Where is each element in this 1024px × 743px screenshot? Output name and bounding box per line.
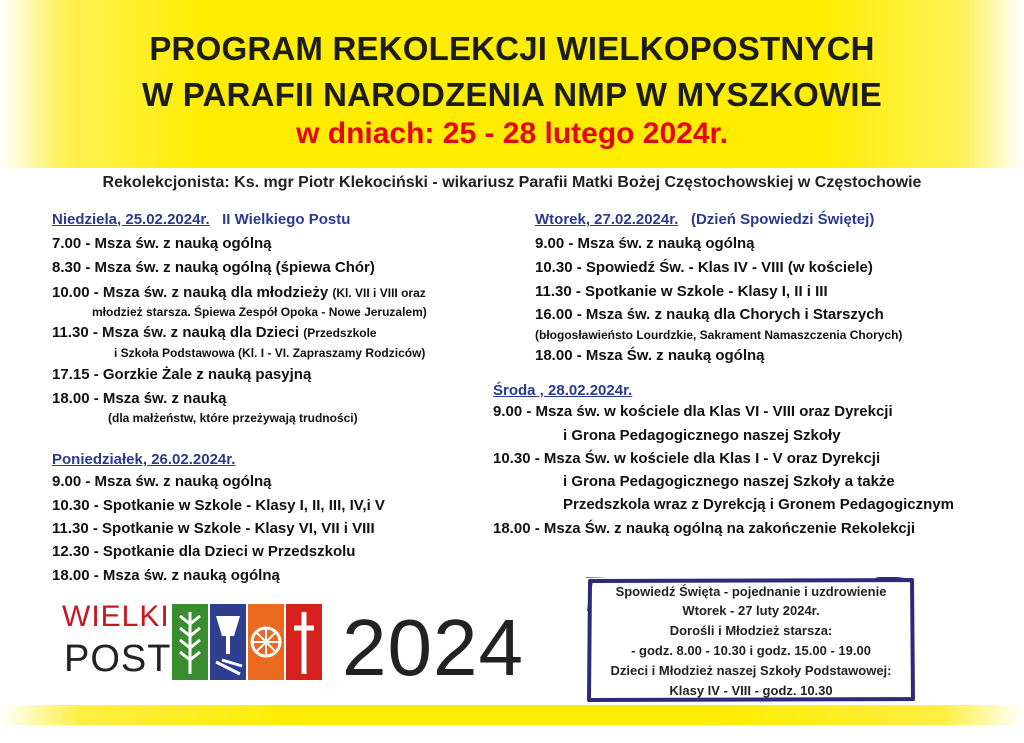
sunday-line-6: 18.00 - Msza św. z nauką bbox=[52, 390, 227, 407]
title-line-1: PROGRAM REKOLEKCJI WIELKOPOSTNYCH bbox=[149, 30, 875, 67]
lent-symbols-icon bbox=[172, 602, 332, 682]
wielki-post-logo bbox=[62, 600, 532, 690]
tuesday-heading bbox=[535, 211, 874, 228]
retreat-leader: Rekolekcjonista: Ks. mgr Piotr Klekociński - wikariusz Parafii Matki Bożej Częstochowskiej w Częstochowie bbox=[102, 174, 922, 191]
wednesday-line-2: 10.30 - Msza Św. w kościele dla Klas I - V oraz Dyrekcji bbox=[493, 450, 881, 467]
wednesday-line-3: 18.00 - Msza Św. z nauką ogólną na zakończenie Rekolekcji bbox=[493, 520, 916, 537]
wednesday-heading bbox=[493, 382, 632, 399]
sunday-line-3-note-2: młodzież starsza. Śpiewa Zespół Opoka - Nowe Jeruzalem) bbox=[92, 305, 427, 319]
tuesday-line-5: 18.00 - Msza Św. z nauką ogólną bbox=[535, 347, 765, 364]
box-line-4: - godz. 8.00 - 10.30 i godz. 15.00 - 19.00 bbox=[631, 643, 871, 658]
logo-wielki: WIELKI bbox=[62, 600, 170, 633]
logo-year: 2024 bbox=[342, 603, 524, 692]
sunday-line-4-text: 11.30 - Msza św. z nauką dla Dzieci bbox=[52, 324, 300, 341]
dates-line: w dniach: 25 - 28 lutego 2024r. bbox=[296, 117, 728, 150]
sunday-line-4 bbox=[52, 324, 377, 341]
box-line-5: Dzieci i Młodzież naszej Szkoły Podstawowej: bbox=[610, 663, 892, 678]
tuesday-line-3: 11.30 - Spotkanie w Szkole - Klasy I, II i III bbox=[535, 283, 828, 300]
tuesday-line-4-note: (błogosławieństo Lourdzkie, Sakrament Namaszczenia Chorych) bbox=[535, 328, 903, 342]
sunday-label: II Wielkiego Postu bbox=[222, 211, 351, 228]
title-line-2: W PARAFII NARODZENIA NMP W MYSZKOWIE bbox=[142, 76, 882, 113]
sunday-line-6-note: (dla małżeństw, które przeżywają trudności) bbox=[108, 411, 358, 425]
sunday-heading bbox=[52, 211, 350, 228]
wednesday-date: Środa , 28.02.2024r. bbox=[493, 382, 633, 399]
box-line-2: Wtorek - 27 luty 2024r. bbox=[682, 603, 820, 618]
monday-line-4: 12.30 - Spotkanie dla Dzieci w Przedszkolu bbox=[52, 543, 356, 560]
monday-date: Poniedziałek, 26.02.2024r. bbox=[52, 451, 236, 468]
sunday-date: Niedziela, 25.02.2024r. bbox=[52, 211, 210, 228]
sunday-line-3-text: 10.00 - Msza św. z nauką dla młodzieży bbox=[52, 284, 329, 301]
tuesday-date: Wtorek, 27.02.2024r. bbox=[535, 211, 679, 228]
box-line-3: Dorośli i Młodzież starsza: bbox=[669, 623, 833, 638]
sunday-line-4-note: (Przedszkole bbox=[303, 326, 377, 340]
confession-box bbox=[586, 577, 916, 703]
sunday-line-4-note-2: i Szkoła Podstawowa (Kl. I - VI. Zapraszamy Rodziców) bbox=[114, 346, 426, 360]
sunday-line-1: 7.00 - Msza św. z nauką ogólną bbox=[52, 235, 272, 252]
sunday-line-5: 17.15 - Gorzkie Żale z nauką pasyjną bbox=[52, 366, 312, 383]
wednesday-line-2b: i Grona Pedagogicznego naszej Szkoły a także bbox=[563, 473, 895, 490]
monday-heading bbox=[52, 451, 235, 468]
tuesday-line-2: 10.30 - Spowiedź Św. - Klas IV - VIII (w kościele) bbox=[535, 259, 873, 276]
logo-post: POST bbox=[64, 638, 172, 680]
monday-line-1: 9.00 - Msza św. z nauką ogólną bbox=[52, 473, 272, 490]
monday-line-3: 11.30 - Spotkanie w Szkole - Klasy VI, VII i VIII bbox=[52, 520, 375, 537]
sunday-line-2: 8.30 - Msza św. z nauką ogólną (śpiewa Chór) bbox=[52, 259, 375, 276]
footer-bar bbox=[0, 705, 1024, 725]
box-line-1: Spowiedź Święta - pojednanie i uzdrowienie bbox=[615, 584, 887, 599]
tuesday-line-1: 9.00 - Msza św. z nauką ogólną bbox=[535, 235, 755, 252]
box-line-6: Klasy IV - VIII - godz. 10.30 bbox=[669, 683, 833, 698]
sunday-line-3 bbox=[52, 284, 426, 301]
wednesday-line-2c: Przedszkola wraz z Dyrekcją i Gronem Pedagogicznym bbox=[563, 496, 954, 513]
monday-line-2: 10.30 - Spotkanie w Szkole - Klasy I, II, III, IV,i V bbox=[52, 497, 385, 514]
wednesday-line-1: 9.00 - Msza św. w kościele dla Klas VI - VIII oraz Dyrekcji bbox=[493, 403, 893, 420]
monday-line-5: 18.00 - Msza św. z nauką ogólną bbox=[52, 567, 280, 584]
wednesday-line-1b: i Grona Pedagogicznego naszej Szkoły bbox=[563, 427, 841, 444]
tuesday-label: (Dzień Spowiedzi Świętej) bbox=[690, 211, 875, 228]
tuesday-line-4: 16.00 - Msza św. z nauką dla Chorych i Starszych bbox=[535, 306, 884, 323]
sunday-line-3-note: (Kl. VII i VIII oraz bbox=[332, 286, 426, 300]
